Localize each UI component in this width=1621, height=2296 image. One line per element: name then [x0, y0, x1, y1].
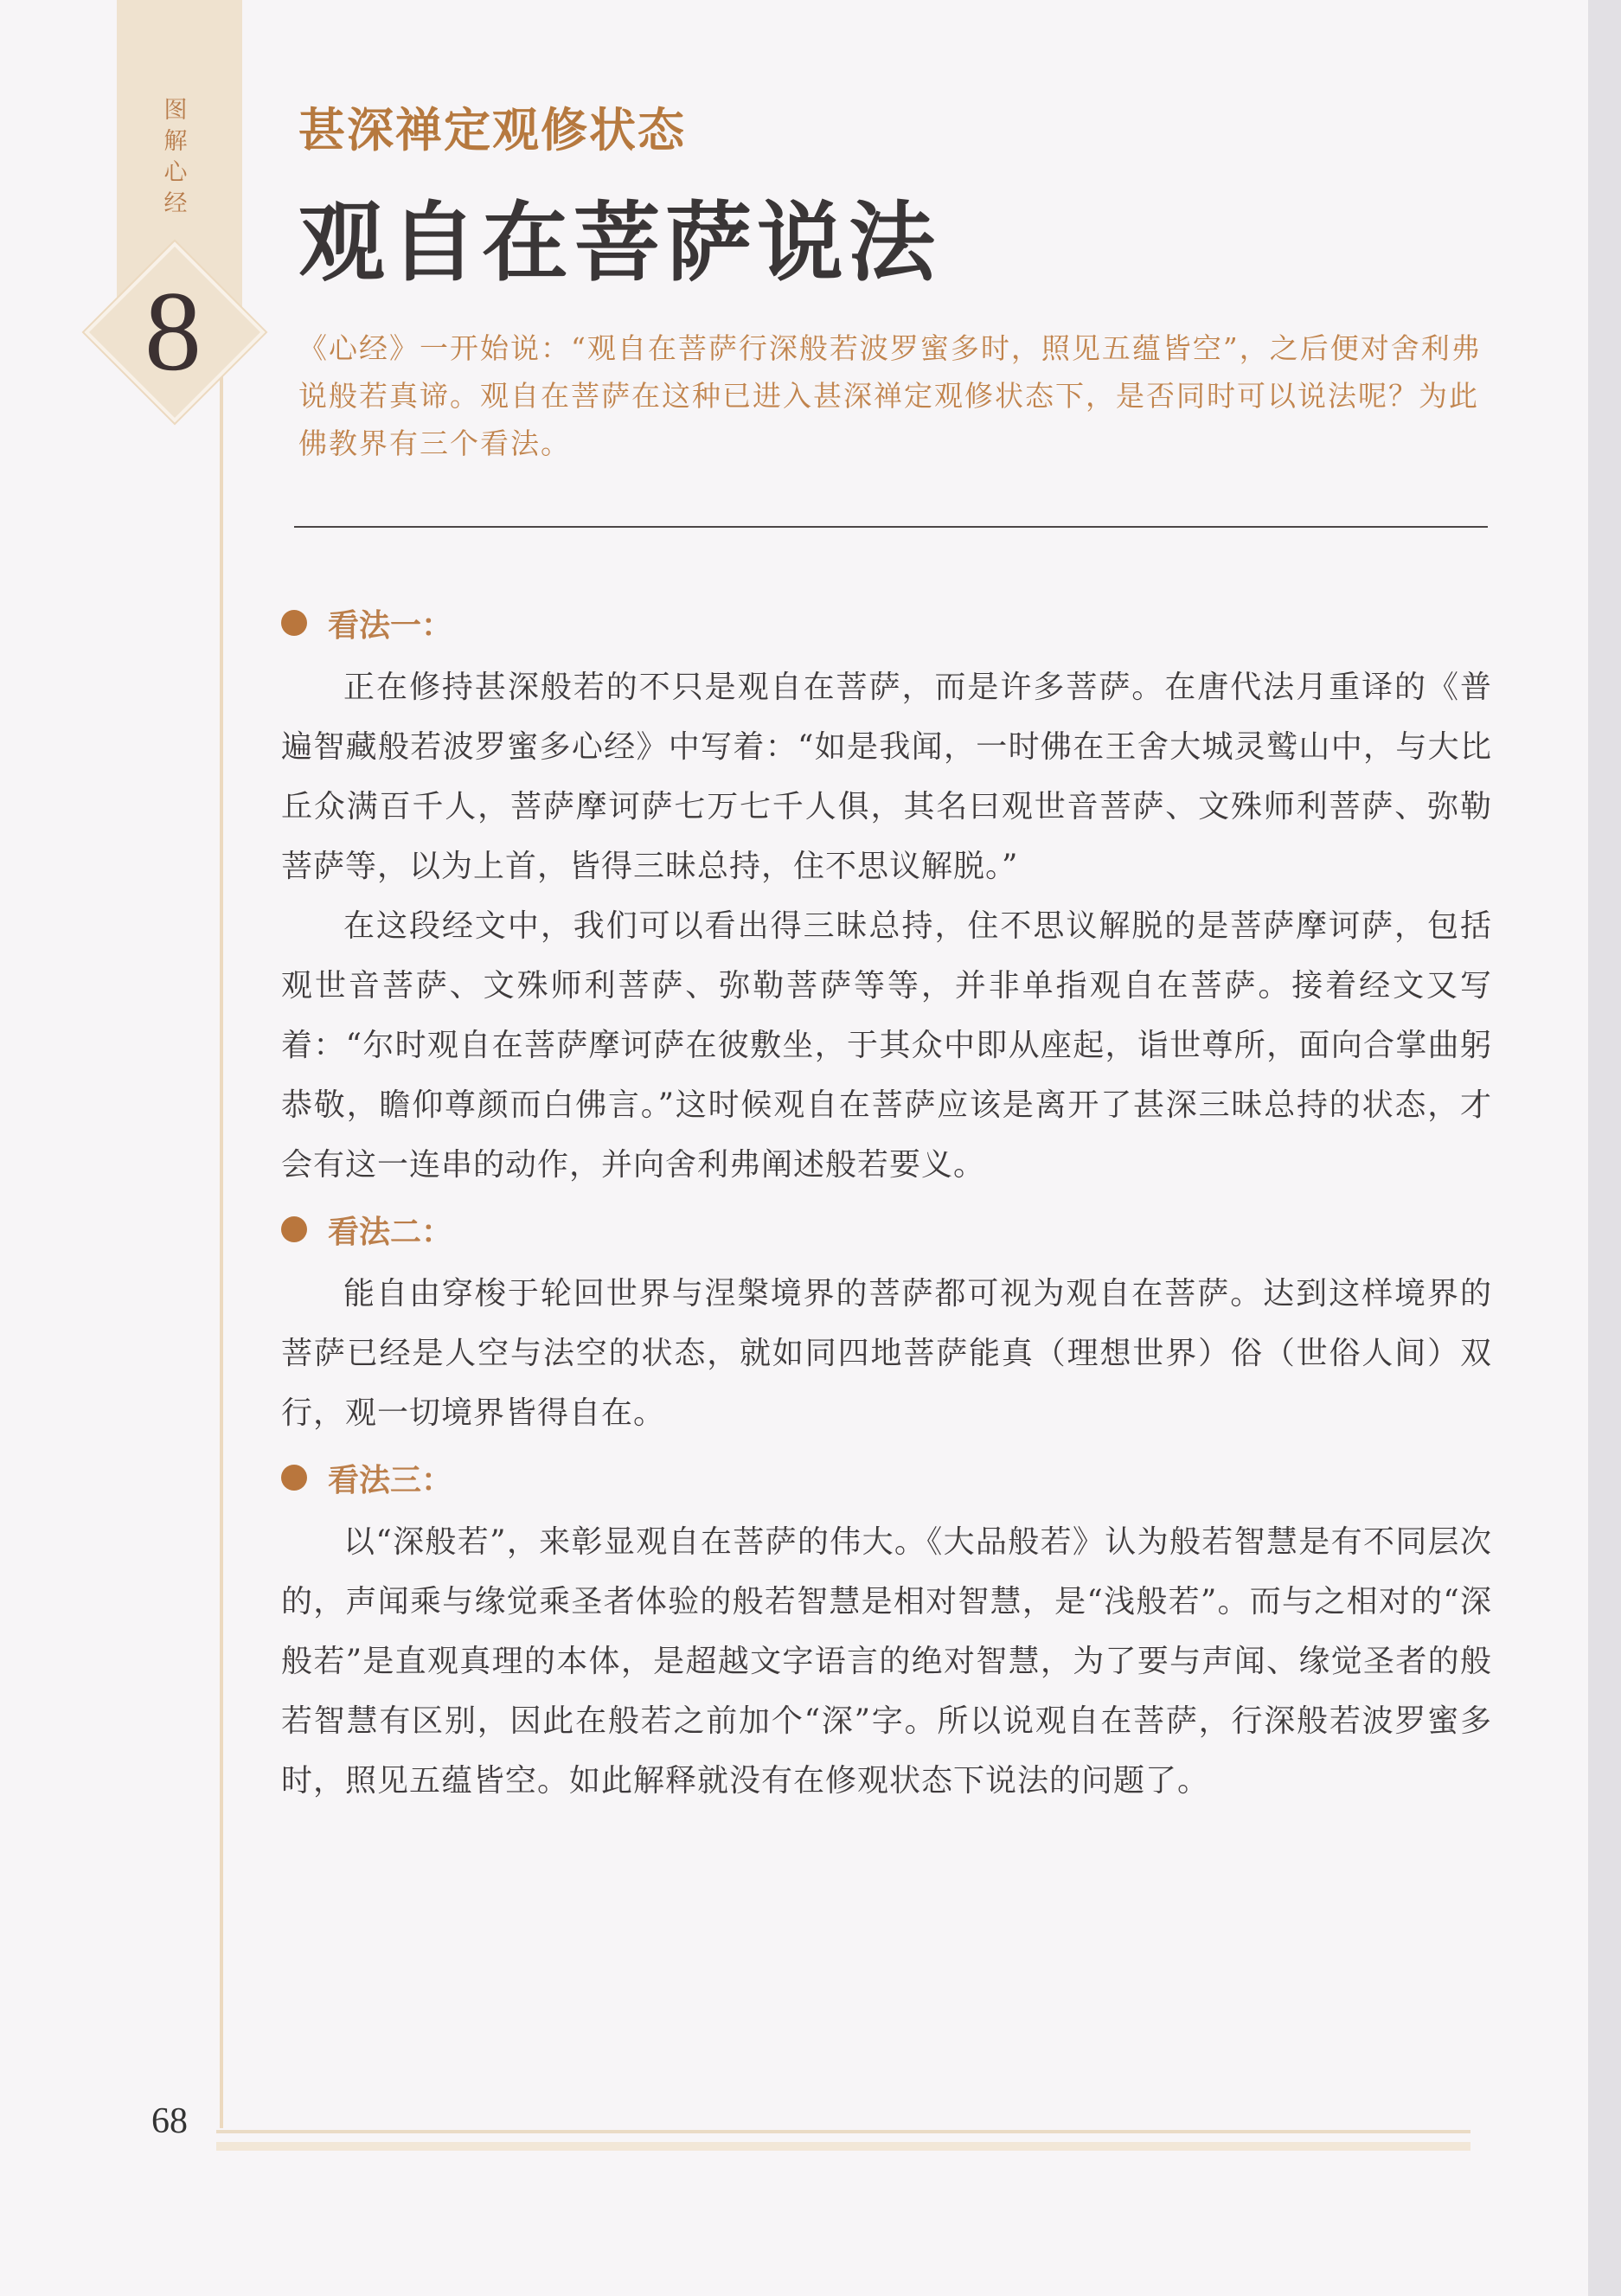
- section-heading-label: 看法三：: [328, 1462, 453, 1498]
- section-heading-label: 看法一：: [328, 607, 453, 644]
- intro-paragraph: 《心经》一开始说：“观自在菩萨行深般若波罗蜜多时，照见五蕴皆空”，之后便对舍利弗说般若真谛。观自在菩萨在这种已进入甚深禅定观修状态下，是否同时可以说法呢？为此佛教界有三个看法。: [298, 331, 1482, 460]
- section-heading: [281, 588, 1492, 657]
- page-title: 观自在菩萨说法: [298, 191, 940, 293]
- page-edge: [1588, 0, 1621, 2296]
- paragraph: 以“深般若”，来彰显观自在菩萨的伟大。《大品般若》认为般若智慧是有不同层次的，声闻乘与缘觉乘圣者体验的般若智慧是相对智慧，是“浅般若”。而与之相对的“深般若”是直观真理的本体，是超越文字语言的绝对智慧，为了要与声闻、缘觉圣者的般若智慧有区别，因此在般若之前加个“深”字。所以说观自在菩萨，行深般若波罗蜜多时，照见五蕴皆空。如此解释就没有在修观状态下说法的问题了。: [281, 1524, 1492, 1799]
- article-body: [281, 588, 1492, 1811]
- series-title: 图解心经: [163, 97, 188, 217]
- footer-rule: [216, 2130, 1470, 2133]
- paragraph: 正在修持甚深般若的不只是观自在菩萨，而是许多菩萨。在唐代法月重译的《普遍智藏般若波罗蜜多心经》中写着：“如是我闻，一时佛在王舍大城灵鹫山中，与大比丘众满百千人，菩萨摩诃萨七万七千人俱，其名曰观世音菩萨、文殊师利菩萨、弥勒菩萨等，以为上首，皆得三昧总持，住不思议解脱。”: [281, 670, 1492, 884]
- footer-rule-shadow: [216, 2142, 1470, 2151]
- paragraph: 在这段经文中，我们可以看出得三昧总持，住不思议解脱的是菩萨摩诃萨，包括观世音菩萨、文殊师利菩萨、弥勒菩萨等等，并非单指观自在菩萨。接着经文又写着：“尔时观自在菩萨摩诃萨在彼敷坐，于其众中即从座起，诣世尊所，面向合掌曲躬恭敬，瞻仰尊颜而白佛言。”这时候观自在菩萨应该是离开了甚深三昧总持的状态，才会有这一连串的动作，并向舍利弗阐述般若要义。: [281, 908, 1492, 1183]
- margin-rule: [220, 311, 223, 2128]
- bullet-icon: [281, 1465, 307, 1491]
- chapter-number: 8: [144, 267, 202, 394]
- section-heading: [281, 1195, 1492, 1264]
- divider: [294, 526, 1488, 528]
- section-heading-label: 看法二：: [328, 1214, 453, 1250]
- bullet-icon: [281, 610, 307, 636]
- section-heading: [281, 1443, 1492, 1512]
- section-subtitle: 甚深禅定观修状态: [298, 102, 686, 157]
- bullet-icon: [281, 1216, 307, 1242]
- page-number: 68: [151, 2101, 188, 2141]
- paragraph: 能自由穿梭于轮回世界与涅槃境界的菩萨都可视为观自在菩萨。达到这样境界的菩萨已经是人空与法空的状态，就如同四地菩萨能真（理想世界）俗（世俗人间）双行，观一切境界皆得自在。: [281, 1276, 1492, 1431]
